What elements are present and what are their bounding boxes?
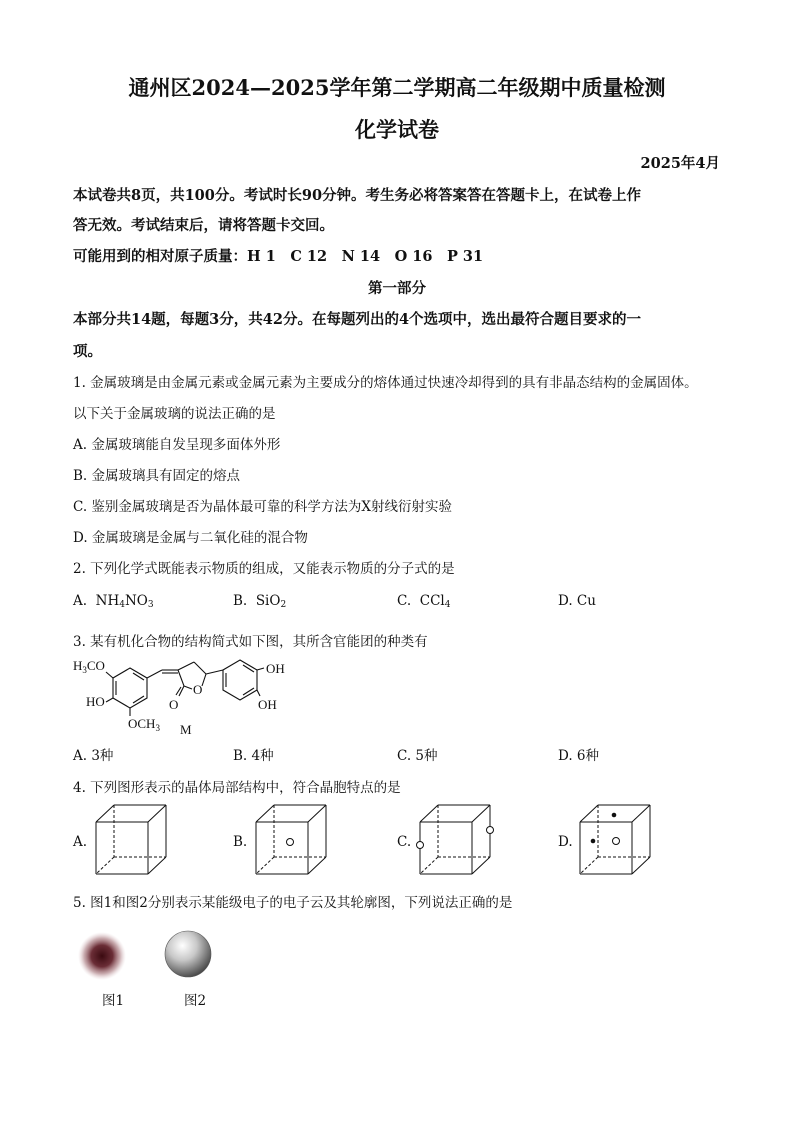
q3-stem: 3. 某有机化合物的结构简式如下图，其所含官能团的种类有 xyxy=(73,634,428,650)
electron-cloud-image xyxy=(78,932,126,980)
q4-cube-c xyxy=(414,800,498,880)
q3-oh-top-label: OH xyxy=(266,661,285,676)
q5-figure1-label: 图1 xyxy=(102,993,125,1009)
q5-figure2-label: 图2 xyxy=(184,993,207,1009)
part1-desc-line1: 本部分共14题，每题3分，共42分。在每题列出的4个选项中，选出最符合题目要求的一 xyxy=(73,311,642,328)
q3-ring-oxygen-label: O xyxy=(193,682,203,697)
q4-cube-b xyxy=(252,800,332,880)
q3-ho-label: HO xyxy=(86,694,105,709)
instructions-line1: 本试卷共8页，共100分。考试时长90分钟。考生务必将答案答在答题卡上，在试卷上作 xyxy=(73,187,642,204)
q4-option-b-label: B. xyxy=(233,834,248,850)
q4-option-a-label: A. xyxy=(73,834,88,850)
q3-h3co-label: $H_3CO$ xyxy=(73,658,105,675)
q1-stem-line2: 以下关于金属玻璃的说法正确的是 xyxy=(73,406,276,422)
q3-oh-bottom-label: OH xyxy=(258,697,277,712)
q2-option-a: A. $NH_4NO_3$ xyxy=(73,593,154,610)
q3-carbonyl-oxygen-label: O xyxy=(169,697,179,712)
q1-option-b: B. 金属玻璃具有固定的熔点 xyxy=(73,468,241,484)
q4-stem: 4. 下列图形表示的晶体局部结构中，符合晶胞特点的是 xyxy=(73,780,401,796)
orbital-contour-sphere xyxy=(165,931,211,977)
q5-figures xyxy=(78,930,228,982)
q3-structure-diagram xyxy=(70,652,320,740)
q1-option-d: D. 金属玻璃是金属与二氧化硅的混合物 xyxy=(73,530,308,546)
exam-subtitle: 化学试卷 xyxy=(355,117,439,142)
q3-compound-label: M xyxy=(180,722,192,737)
q3-option-c: C. 5种 xyxy=(397,748,438,764)
q2-option-d: D. Cu xyxy=(558,593,596,609)
q2-option-c: C. CCl$_4$ xyxy=(397,593,451,610)
q5-stem: 5. 图1和图2分别表示某能级电子的电子云及其轮廓图，下列说法正确的是 xyxy=(73,895,513,911)
q3-option-a: A. 3种 xyxy=(73,748,114,764)
part1-desc-line2: 项。 xyxy=(73,343,102,360)
q3-option-d: D. 6种 xyxy=(558,748,600,764)
q2-option-b: B. SiO$_2$ xyxy=(233,593,287,610)
instructions-line2: 答无效。考试结束后，请将答题卡交回。 xyxy=(73,217,334,234)
q4-option-d-label: D. xyxy=(558,834,573,850)
exam-title: 通州区2024—2025学年第二学期高二年级期中质量检测 xyxy=(128,75,666,100)
q4-cube-a xyxy=(92,800,172,880)
q1-stem-line1: 1. 金属玻璃是由金属元素或金属元素为主要成分的熔体通过快速冷却得到的具有非晶态结构的金属固体。 xyxy=(73,375,698,391)
exam-date: 2025年4月 xyxy=(640,155,720,172)
q3-option-b: B. 4种 xyxy=(233,748,274,764)
q3-och3-label: $OCH_3$ xyxy=(128,716,160,733)
q4-cube-d xyxy=(576,800,656,880)
q1-option-a: A. 金属玻璃能自发呈现多面体外形 xyxy=(73,437,281,453)
q1-option-c: C. 鉴别金属玻璃是否为晶体最可靠的科学方法为X射线衍射实验 xyxy=(73,499,453,515)
q4-option-c-label: C. xyxy=(397,834,412,850)
q2-stem: 2. 下列化学式既能表示物质的组成，又能表示物质的分子式的是 xyxy=(73,561,455,577)
atomic-masses: 可能用到的相对原子质量：H 1 C 12 N 14 O 16 P 31 xyxy=(73,248,484,265)
part1-heading: 第一部分 xyxy=(368,280,426,297)
